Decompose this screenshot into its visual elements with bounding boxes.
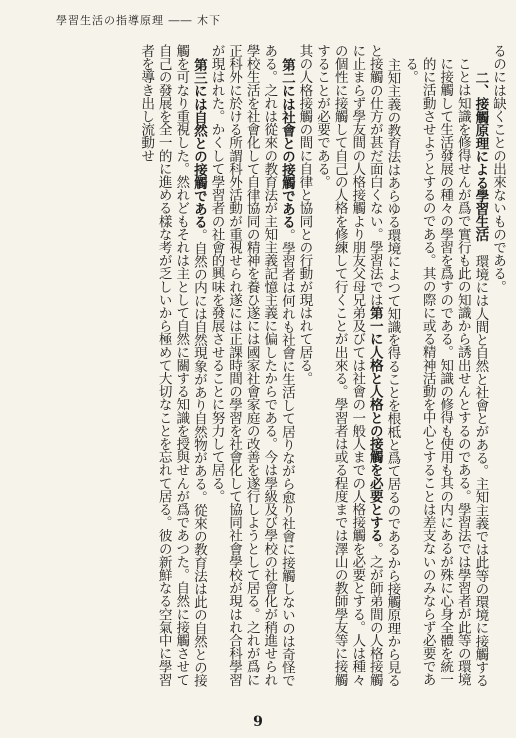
section-heading: [400, 44, 488, 694]
running-head: 學習生活の指導原理 ―― 木下: [56, 14, 221, 27]
section-intro-text: 環境には人間と自然と社會とがある。主知主義では此等の環境に接觸することは知識を修得せんが爲で實行も此の知識から誘出せんとするのである。學習法では學習者が此等の環境に接觸して生活發展の種々の學習を爲すのである。知識の修得も使用も其の内にあるが殊に心身全體を統一的に活動させようとするのである。其の際に或る精神活動を中心とすることは差支ないのみならず必要である。: [402, 57, 489, 687]
emphasis-second: 第二には社會との接觸である: [278, 57, 295, 228]
paragraph-cont-2: 其の人格接觸の間に自律と協同との行動が現はれて居る。: [296, 44, 313, 385]
paragraph-text: 。之が師弟間の人格接觸に止まらず學友間の人格接觸より朋友父母兄弟及びては社會の一般人までの人格接觸を必要とする。人は種々の個性に接觸して自己の人格を修練して行くことが出來る。學習者は或る程度までは澤山の教師學友等に接觸することが必要である。: [314, 44, 383, 686]
paragraph-text: 主知主義の教育法はあらゆる環境によつて知識を得ることを根柢と爲て居るのであるから接觸原理から見ると接觸の仕方が甚だ面白くない。學習法では: [366, 44, 401, 687]
paragraph-nature: [137, 44, 207, 694]
emphasis-first: 第一に人格と人格との接觸を必要とする: [366, 306, 383, 542]
paragraph-society: [207, 44, 295, 694]
page-number: 9: [253, 714, 263, 730]
paragraph-intellectualism: [312, 44, 400, 694]
emphasis-third: 第三には自然との接觸である: [190, 57, 207, 228]
paragraph-continued: るのには缺くことの出來ないものである。: [490, 44, 506, 293]
body-text: [16, 44, 506, 694]
section-heading-title: 二、接觸原理による學習生活: [472, 70, 489, 241]
paragraph-text: 。自然の内には自然現象があり自然物がある。從來の教育法は此の自然との接觸を可なり重視した。然れどもそれは主として自然に關する知識を授與せんが爲であつた。自然に接觸させて自己の發展を全一的に進める樣な考が乏しいから極めて大切なことを忘れて居る。彼の新鮮なる空氣中に學習者を導き出し流動せ: [138, 44, 207, 687]
paragraph-text: 。學習者は何れも社會に生活して居りながら愈り社會に接觸しないのは奇怪である。之れは從來の教育法が主知主義記憶主義に偏したからである。今は學級及び學校の社會化が稍進せられ學校生活を社會化して自律協同の精神を養ひ遂には國家社會家庭の改善を遂行しようとして居る。之れが爲に正科外に於ける所謂科外活動が重視せられ遂には正課時間の學習を社會化して協同社會學校が現はれ合科學習が現はれた。かくして學習者の社會的興味を發展させることに努力して居る。: [208, 44, 295, 687]
